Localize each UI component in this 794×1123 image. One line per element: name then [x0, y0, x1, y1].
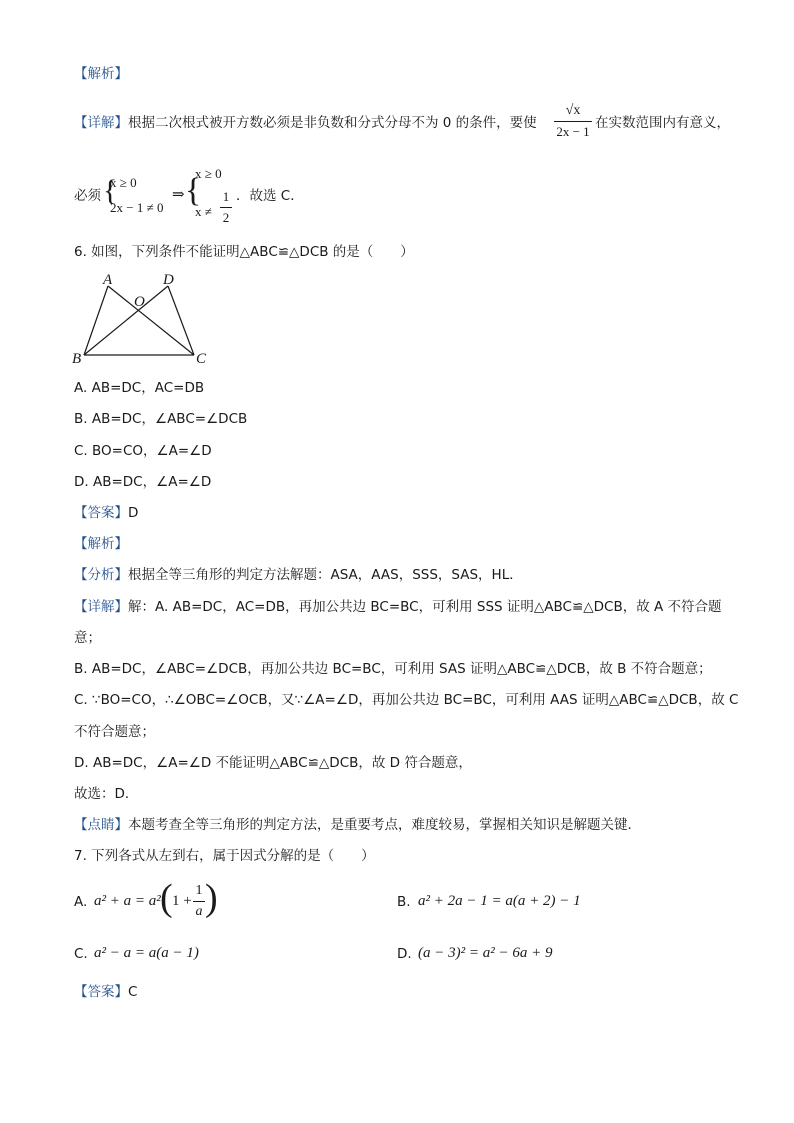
q5-sys1-line2: 2x − 1 ≠ 0	[110, 200, 164, 215]
q6-option-b: B. AB=DC，∠ABC=∠DCB	[74, 411, 248, 427]
label-o: O	[134, 294, 145, 310]
daan-tag-2: 【答案】	[74, 984, 128, 1000]
q7-option-a-left: a² + a = a²	[94, 893, 161, 909]
q5-sys2-line1: x ≥ 0	[195, 166, 222, 181]
q7-option-d-label: D.	[397, 946, 412, 962]
label-b: B	[72, 351, 82, 367]
q6-figure	[70, 270, 215, 370]
q5-sys2-line2: x ≠	[195, 204, 212, 219]
q7-option-a-frac	[193, 883, 205, 920]
q7-option-d-expr: (a − 3)² = a² − 6a + 9	[418, 945, 553, 961]
q6-detail-line-1	[74, 601, 722, 615]
q5-sys1-line1: x ≥ 0	[110, 175, 137, 190]
q5-frac-num: √x	[565, 103, 581, 118]
q5-conclusion: ．故选 C．	[236, 188, 304, 204]
q7-stem: 7. 下列各式从左到右，属于因式分解的是（ ）	[74, 848, 375, 864]
q5-frac-den: 2x − 1	[556, 124, 590, 139]
xiangjie-tag-2: 【详解】	[74, 599, 128, 615]
q6-detail-line-3: B. AB=DC，∠ABC=∠DCB，再加公共边 BC=BC，可利用 SAS 证明△ABC≌△DCB，故 B 不符合题意；	[74, 661, 712, 677]
q5-brace-1: {	[103, 174, 118, 207]
q7-option-c-expr: a² − a = a(a − 1)	[94, 945, 199, 961]
q7-option-a-lparen: (	[160, 877, 173, 919]
q7-option-b-expr: a² + 2a − 1 = a(a + 2) − 1	[418, 893, 581, 909]
q7-answer-line	[74, 986, 137, 1000]
q6-detail-line-2: 意；	[74, 630, 101, 646]
q7-frac-den: a	[195, 904, 203, 919]
q5-brace-2: {	[185, 172, 202, 209]
q6-answer-line	[74, 507, 138, 521]
q5-implies: ⇒	[172, 187, 185, 203]
q5-half-den: 2	[222, 210, 230, 225]
q7-frac-num: 1	[195, 883, 203, 898]
q5-half-num: 1	[222, 189, 230, 204]
q6-answer: D	[128, 505, 139, 521]
q6-detail-line-6: D. AB=DC，∠A=∠D 不能证明△ABC≌△DCB，故 D 符合题意，	[74, 755, 472, 771]
q6-analysis: 根据全等三角形的判定方法解题：ASA，AAS，SSS，SAS，HL．	[128, 567, 523, 583]
q5-detail-line	[74, 117, 537, 131]
q6-stem: 6. 如图，下列条件不能证明△ABC≌△DCB 的是（ ）	[74, 244, 414, 260]
daan-tag: 【答案】	[74, 505, 128, 521]
q5-detail-prefix: 根据二次根式被开方数必须是非负数和分式分母不为 0 的条件，要使	[128, 115, 537, 131]
q7-option-c-label: C.	[74, 946, 88, 962]
q7-answer: C	[128, 984, 138, 1000]
label-d: D	[163, 272, 174, 288]
fenxi-tag: 【分析】	[74, 567, 128, 583]
q6-detail-line-7: 故选：D．	[74, 786, 139, 802]
dianjing-tag: 【点睛】	[74, 817, 128, 833]
q6-comment-line	[74, 819, 641, 833]
q5-half	[220, 189, 232, 226]
q6-detail-line-4: C. ∵BO=CO，∴∠OBC=∠OCB，又∵∠A=∠D，再加公共边 BC=BC，可利用 AAS 证明△ABC≌△DCB，故 C	[74, 692, 739, 708]
q6-detail-line-5: 不符合题意；	[74, 724, 155, 740]
jiexi-tag: 【解析】	[74, 66, 128, 82]
q7-option-a-rparen: )	[205, 877, 218, 919]
q5-detail-suffix: 在实数范围内有意义，	[595, 115, 730, 131]
q6-option-c: C. BO=CO，∠A=∠D	[74, 443, 212, 459]
q7-option-a-one-plus: 1 +	[172, 893, 192, 909]
q6-option-a: A. AB=DC，AC=DB	[74, 380, 205, 396]
q6-option-d: D. AB=DC，∠A=∠D	[74, 474, 212, 490]
q7-option-a-label: A.	[74, 894, 88, 910]
q6-analysis-line	[74, 569, 523, 583]
xiangjie-tag: 【详解】	[74, 115, 128, 131]
label-c: C	[196, 351, 207, 367]
q5-must: 必须	[74, 188, 101, 204]
q6-detail-1: 解：A. AB=DC，AC=DB，再加公共边 BC=BC，可利用 SSS 证明△ABC≌△DCB，故 A 不符合题	[128, 599, 722, 615]
label-a: A	[103, 272, 113, 288]
q7-option-b-label: B.	[397, 894, 411, 910]
q5-fraction	[554, 103, 592, 140]
jiexi-tag-2: 【解析】	[74, 536, 128, 552]
q6-comment: 本题考查全等三角形的判定方法，是重要考点，难度较易，掌握相关知识是解题关键．	[128, 817, 641, 833]
